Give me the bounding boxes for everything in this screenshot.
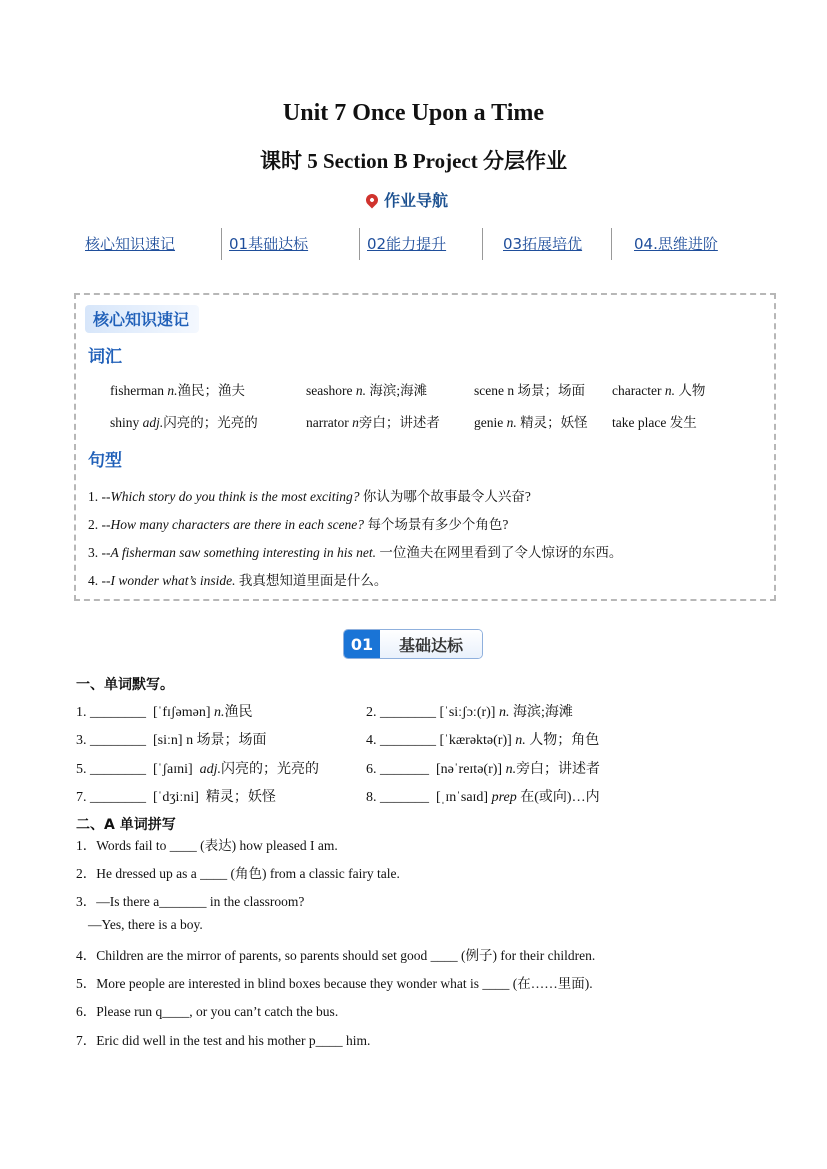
- dictation-item: 4. ________ [ˈkærəktə(r)] n. 人物；角色: [366, 733, 600, 748]
- location-pin-icon: [364, 191, 381, 208]
- spelling-question: 7．Eric did well in the test and his mother p____ him.: [76, 1033, 371, 1048]
- vocab-item: scene n 场景；场面: [474, 383, 585, 398]
- sentence-item: 4. --I wonder what’s inside. 我真想知道里面是什么。: [88, 573, 388, 588]
- dictation-item: 7. ________ [ˈdʒiːni] 精灵；妖怪: [76, 790, 276, 805]
- spelling-question: 3．—Is there a_______ in the classroom?: [76, 894, 305, 909]
- vocab-item: shiny adj.闪亮的；光亮的: [110, 415, 258, 430]
- page-subtitle: 课时 5 Section B Project 分层作业: [260, 149, 567, 173]
- spelling-answer-line: —Yes, there is a boy.: [88, 917, 203, 932]
- section-label: 基础达标: [380, 630, 482, 658]
- vocab-item: take place 发生: [612, 415, 697, 430]
- dictation-item: 1. ________ [ˈfɪʃəmən] n.渔民: [76, 705, 253, 720]
- vocab-item: fisherman n.渔民；渔夫: [110, 383, 245, 398]
- knowledge-badge: 核心知识速记: [85, 305, 199, 333]
- dictation-item: 6. _______ [nəˈreɪtə(r)] n.旁白；讲述者: [366, 762, 601, 777]
- nav-heading-label: 作业导航: [384, 191, 449, 210]
- vocab-item: seashore n. 海滨;海滩: [306, 383, 428, 398]
- dictation-item: 2. ________ [ˈsiːʃɔː(r)] n. 海滨;海滩: [366, 705, 573, 720]
- spelling-question: 5．More people are interested in blind boxes because they wonder what is ____ (在……里面).: [76, 976, 593, 991]
- nav-link-core-knowledge[interactable]: 核心知识速记: [85, 235, 176, 253]
- dictation-item: 8. _______ [ˌɪnˈsaɪd] prep 在(或向)…内: [366, 790, 600, 805]
- spelling-question: 1．Words fail to ____ (表达) how pleased I am.: [76, 838, 338, 853]
- vocab-item: genie n. 精灵；妖怪: [474, 415, 588, 430]
- section-badge: [343, 629, 483, 659]
- part2-heading: 二、A 单词拼写: [76, 817, 176, 833]
- nav-divider: [359, 228, 360, 260]
- part1-heading: 一、单词默写。: [76, 677, 174, 693]
- vocab-item: narrator n旁白；讲述者: [306, 415, 440, 430]
- spelling-question: 2．He dressed up as a ____ (角色) from a classic fairy tale.: [76, 866, 400, 881]
- spelling-question: 6．Please run q____, or you can’t catch the bus.: [76, 1004, 339, 1019]
- vocab-item: character n. 人物: [612, 383, 706, 398]
- vocab-heading: 词汇: [88, 347, 122, 367]
- sentence-item: 1. --Which story do you think is the most exciting? 你认为哪个故事最令人兴奋?: [88, 489, 531, 504]
- sentence-heading: 句型: [88, 451, 122, 471]
- nav-link-thinking[interactable]: 04.思维进阶: [634, 235, 718, 253]
- sentence-item: 2. --How many characters are there in each scene? 每个场景有多少个角色?: [88, 517, 509, 532]
- nav-divider: [611, 228, 612, 260]
- section-number: 01: [344, 630, 380, 658]
- dictation-item: 5. ________ [ˈʃaɪni] adj.闪亮的；光亮的: [76, 762, 320, 777]
- nav-link-basic[interactable]: 01基础达标: [229, 235, 309, 253]
- nav-divider: [221, 228, 222, 260]
- nav-divider: [482, 228, 483, 260]
- page-title: Unit 7 Once Upon a Time: [282, 100, 545, 126]
- nav-link-ability[interactable]: 02能力提升: [367, 235, 447, 253]
- dictation-item: 3. ________ [siːn] n 场景；场面: [76, 733, 267, 748]
- sentence-item: 3. --A fisherman saw something interesting in his net. 一位渔夫在网里看到了令人惊讶的东西。: [88, 545, 623, 560]
- spelling-question: 4．Children are the mirror of parents, so parents should set good ____ (例子) for their children.: [76, 948, 596, 963]
- nav-heading: [366, 188, 448, 211]
- nav-link-extension[interactable]: 03拓展培优: [503, 235, 583, 253]
